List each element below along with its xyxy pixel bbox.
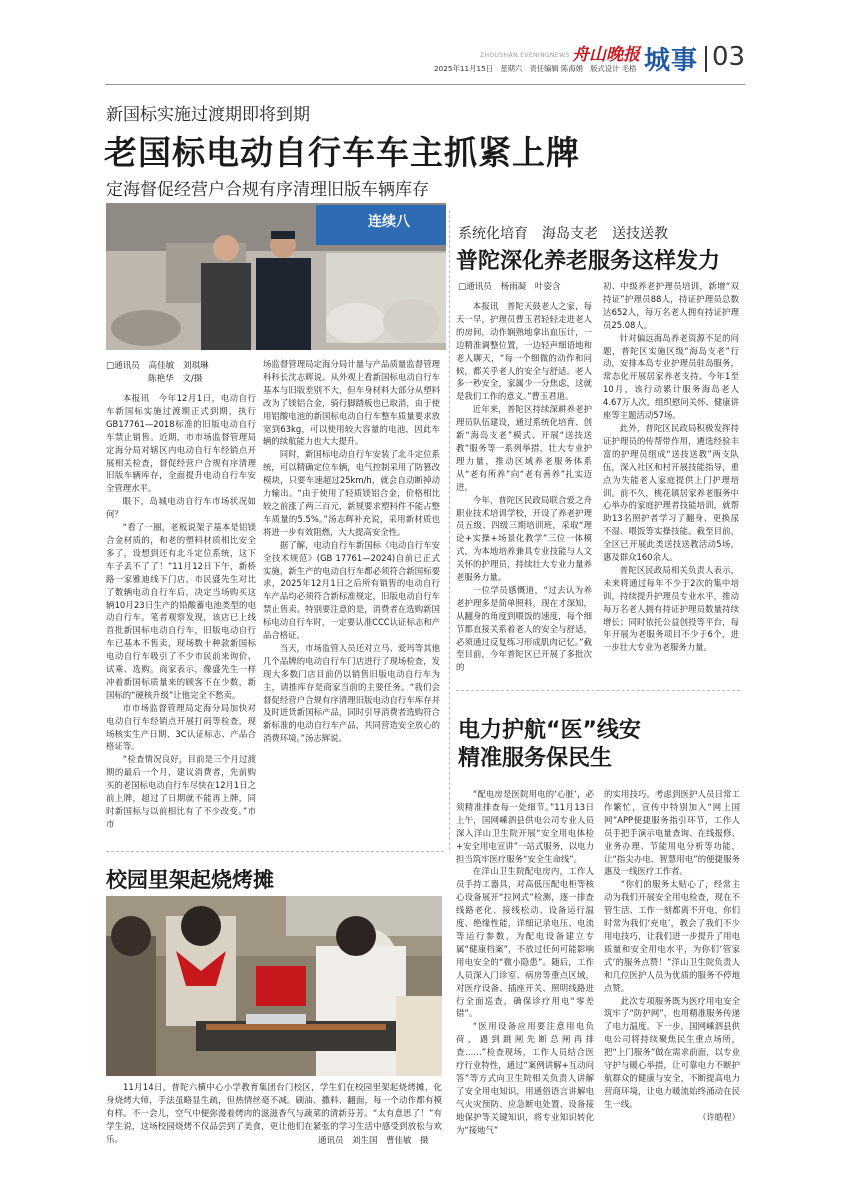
paragraph: 的实用技巧。考虑到医护人员日常工作繁忙，宣传中特别加入“网上国网”APP便捷服务指引环节，工作人员手把手演示电量查询、在线报修、业务办理、节能用电分析等功能，让“指尖办电、智慧用电”的便捷服务惠及一线医疗工作者。 bbox=[604, 789, 740, 877]
header-rule bbox=[105, 84, 745, 85]
paragraph: 同时，新国标电动自行车安装了北斗定位系统，可以精确定位车辆，电气控制采用了防篡改模块，只要车速超过25km/h，就会自动断掉动力输出。“由于使用了轻质镁铝合金，价格相比较之前涨了两三百元，新规要求塑料件不能占整车质量的5.5%。”汤志辉补充说，采用新材质也将进一步有效阻燃，大大提高安全性。 bbox=[263, 449, 440, 537]
paragraph: 初、中级养老护理员培训，新增“双持证”护理员88人，持证护理员总数达652人，每万名老人拥有持证护理员25.08人。 bbox=[603, 281, 739, 330]
paragraph: 眼下，岛城电动自行车市场状况如何？ bbox=[106, 496, 256, 520]
right-top-body-col2 bbox=[603, 280, 739, 654]
paragraph: 近年来，普陀区持续深耕养老护理员队伍建设，通过系统化培育、创新“海岛支老”模式、开展“送技送教”服务等一系列举措，壮大专业护理力量，推动区域养老服务体系从“老有所养”向“老有善养”扎实迈进。 bbox=[456, 404, 592, 492]
right-bottom-title-1: 电力护航“医”线安 bbox=[458, 718, 641, 743]
lead-subtitle: 定海督促经营户合规有序清理旧版车辆库存 bbox=[106, 180, 429, 200]
paragraph: 本报讯 今年12月1日，电动自行车新国标实施过渡期正式到期，执行GB17761—2018标准的旧版电动自行车禁止销售。近期，市市场监督管理局定海分局对辖区内电动自行车经销点开展相关检查，督促经营户合规有序清理旧版车辆库存，全面提升电动自行车安全管理水平。 bbox=[106, 393, 256, 494]
lead-kicker: 新国标实施过渡期即将到期 bbox=[106, 105, 310, 125]
bbq-credit: 通讯员 刘生国 曹佳敏 摄 bbox=[318, 1136, 429, 1146]
paragraph: 此外，普陀区民政局积极发挥持证护理员的传帮带作用，遴选经验丰富的护理员组成“送技送教”两支队伍，深入社区和村开展技能指导，重点为失能老人家庭提供上门护理培训。前不久，桃花镇居家养老服务中心举办的家庭护理者技能培训，就帮助13名照护者学习了翻身、更换尿不湿、喂饭等实操技能。截至目前，全区已开展此类送技送教活动5场，惠及群众160余人。 bbox=[603, 422, 739, 563]
section-name: 城事 bbox=[644, 46, 699, 76]
paragraph: “看了一圈，老板说架子基本是铝镁合金材质的，和老的塑料材质相比安全多了，设想到还有北斗定位系统，这下车子丢不了了！”11月12日下午，新桥路一家雅迪线下门店，市民盛先生对比了数辆电动自行车后，决定当场购买这辆10月23日生产的铅酸蓄电池类型的电动自行车。笔者观察发现，该店已上线首批新国标电动自行车，旧版电动自行车已基本不售卖，现场数十种款新国标电动自行车吸引了不少市民前来询价、试乘、选购。商家表示，像盛先生一样冲着新国标质量来的顾客不在少数，新国标的“硬核升级”让他完全不愁卖。 bbox=[106, 522, 256, 700]
column-divider bbox=[449, 210, 450, 850]
paragraph: “医用设备应用要注意用电负荷，遇到跳闸先断总闸再排查……”检查现场，工作人员结合医疗行业特性，通过“案例讲解+互动问答”等方式向卫生院相关负责人讲解了安全用电知识，用通俗语言讲解电气火灾预防、应急断电处置、设备接地保护等关键知识，将专业知识转化为“接地气” bbox=[456, 1021, 594, 1135]
right-top-kicker: 系统化培育 海岛支老 送技送教 bbox=[458, 226, 668, 242]
right-bottom-body-col1 bbox=[456, 788, 594, 1136]
right-bottom-title-2: 精准服务保民生 bbox=[458, 746, 613, 771]
paragraph: “你们的服务太贴心了，经常主动为我们开展安全用电检查，现在不管生活、工作一刻都离不开电，你们时常为我们‘充电’，教会了我们不少用电技巧，让我们进一步提升了用电质量和安全用电水平，为你们‘管家式’的服务点赞！”洋山卫生院负责人和几位医护人员为优质的服务不停地点赞。 bbox=[604, 879, 740, 993]
lead-byline: □通讯员 高佳敏 刘琪琳 bbox=[106, 361, 209, 371]
section-divider bbox=[705, 46, 707, 72]
bottom-left-title: 校园里架起烧烤摊 bbox=[106, 868, 274, 892]
paragraph: 据了解，电动自行车新国标《电动自行车安全技术规范》(GB 17761—2024)自前已正式实施，新生产的电动自行车都必须符合新国标要求，2025年12月1日之后所有销售的电动自行车产品均必须符合新标准规定，旧版电动自行车禁止售卖。特别要注意的是，消费者在选购新国标电动自行车时，一定要认准CCC认证标志和产品合格证。 bbox=[263, 539, 440, 641]
page-number: 03 bbox=[712, 42, 746, 72]
paragraph: 此次专项服务既为医疗用电安全筑牢了“防护网”，也用精准服务传递了电力温度。下一步，国网嵊泗县供电公司将持续聚焦民生重点场所，把“上门服务”做在需求前面，以专业守护与暖心举措，让可靠电力不断护航群众的健康与安全，不断提高电力营商环境，让电力暖流始终涌动在民生一线。 bbox=[604, 995, 740, 1109]
section-divider-left bbox=[106, 851, 444, 852]
paragraph: 场监督管理局定海分局计量与产品质量监督管理科科长沈志辉说。从外观上看新国标电动自行车基本与旧版差别不大，但车身材料大部分从塑料改为了镁铝合金，骑行脚踏板也已取消，由于使用铝酸电池的新国标电动自行车整车质量要求放宽到63kg，可以使用较大容量的电池，因此车辆的续航能力也大大提升。 bbox=[263, 359, 440, 447]
right-top-title: 普陀深化养老服务这样发力 bbox=[456, 249, 721, 274]
paragraph: 本报讯 普陀天鼓老人之家，每天一早，护理员曹玉君轻轻走进老人的房间，动作娴熟地拿出血压计，一边精准调整位置，一边轻声细语地和老人聊天，“每一个细微的动作和问候，都关乎老人的安全与舒适。老人多一秒安全，家属少一分焦虑，这就是我们工作的意义。”曹玉君道。 bbox=[456, 301, 592, 402]
lead-body-col2 bbox=[263, 358, 440, 745]
author-credit: （许皓程） bbox=[698, 1111, 740, 1122]
paragraph: 针对偏远海岛养老资源不足的问题，普陀区实施区级“海岛支老”行动，安排本岛专业护理员驻岛服务，常态化开展居家养老支持。今年1至10月，该行动累计服务海岛老人4.67万人次，组织慰问关怀、健康讲座等主题活动57场。 bbox=[603, 332, 739, 421]
paragraph: 当天，市场监管人员还对立马、爱玛等其他几个品牌的电动自行车门店进行了现场检查，发现大多数门店目前仍以销售旧版电动自行车为主，请推库存是商家当前的主要任务。“我们会督促经营户合规有序清理旧版电动自行车库存并及时进货新国标产品，同时引导消费者选购符合新标准的电动自行车产品，共同营造安全放心的消费环境。”汤志辉说。 bbox=[263, 642, 440, 744]
paragraph: 今年，普陀区民政局联合爱之舟职业技术培训学校，开设了养老护理员五级、四级三期培训班，采取“理论+实操+场景化教学”三位一体模式，为本地培养兼具专业技能与人文关怀的护理员，持续壮大专业力量养老服务力量。 bbox=[456, 494, 592, 583]
paragraph: 市市场监督管理局定海分局加快对电动自行车经销点开展打码等检查，现场核实生产日期、3C认证标志、产品合格证等。 bbox=[106, 702, 256, 752]
bbq-photo bbox=[106, 896, 442, 1076]
right-bottom-body-col2 bbox=[604, 788, 740, 1124]
caption-text: 11月14日，普陀六横中心小学教育集团台门校区，学生们在校园里架起烧烤摊，化身烧烤大师，手法虽略显生疏，但热情丝毫不减。刷油、撒料、翻面，每一个动作都有模有样。不一会儿，空气中便弥漫着烤肉的滋滋香气与蔬菜的清新芬芳。“太有意思了！”有学生说，这场校园烧烤不仅品尝到了美食，更让他们在紧张的学习生活中感受到放松与欢乐。 bbox=[106, 1083, 442, 1145]
paragraph: 普陀区民政局相关负责人表示，未来将通过每年不少于2次的集中培训，持续提升护理员专业水平，推动每万名老人拥有持证护理员数量持续增长；同时依托公益创投等平台，每年开展为老服务项目不少于6个，进一步壮大专业为老服务力量。 bbox=[603, 564, 739, 653]
lead-title: 老国标电动自行车车主抓紧上牌 bbox=[104, 133, 580, 172]
lead-photo bbox=[106, 203, 446, 350]
paragraph: “检查情况良好，目前是三个月过渡期的最后一个月，建议消费者，先前购买的老国标电动自行车尽快在12月1日之前上牌，超过了日期就不能再上牌，同时新国标与以前相比有了不少改变。”市市 bbox=[106, 754, 256, 829]
paragraph: 一位学员感慨道，“过去认为养老护理多是简单照料，现在才深知，从翻身的角度到喂饭的速度，每个细节都直接关系着老人的安全与舒适，必须通过反复练习形成肌肉记忆。”截至目前，今年普陀区已开展了多批次的 bbox=[456, 584, 592, 673]
paragraph: 在洋山卫生院配电房内，工作人员手持工器具，对高低压配电柜等核心设备展开“拉网式”检测，逐一排查线路老化、接线松动、设备运行温度、绝缘性能，详细记录电压、电流等运行参数，为配电设备建立专属“健康档案”，不放过任何可能影响用电安全的“微小隐患”。随后，工作人员深入门诊室、病房等重点区域，对医疗设备、插座开关、照明线路进行全面巡查，确保诊疗用电“零差错”。 bbox=[456, 866, 594, 1019]
issue-info: 2025年11月15日 星期六 责任编辑 陈海娟 版式设计 毛梧 bbox=[434, 64, 637, 73]
newspaper-logo: 舟山晚报 bbox=[572, 45, 640, 65]
site-url: ZHOUSHAN.EVENINGNEWS bbox=[480, 52, 570, 59]
section-divider-right bbox=[456, 690, 740, 691]
lead-byline-2: 陈艳华 文/摄 bbox=[148, 374, 203, 384]
paragraph: “配电房是医院用电的‘心脏’，必须精准排查每一处细节。”11月13日上午，国网嵊泗县供电公司专业人员深入洋山卫生院开展“安全用电体检+安全用电宣讲”一站式服务，以电力担当筑牢医疗服务“安全生命线”。 bbox=[456, 789, 594, 864]
photo-sign-text: 连续八 bbox=[368, 214, 410, 230]
right-top-body-col1 bbox=[456, 300, 592, 674]
lead-body-col1 bbox=[106, 392, 256, 831]
right-top-byline: □通讯员 杨雨凝 叶姿含 bbox=[458, 282, 561, 292]
